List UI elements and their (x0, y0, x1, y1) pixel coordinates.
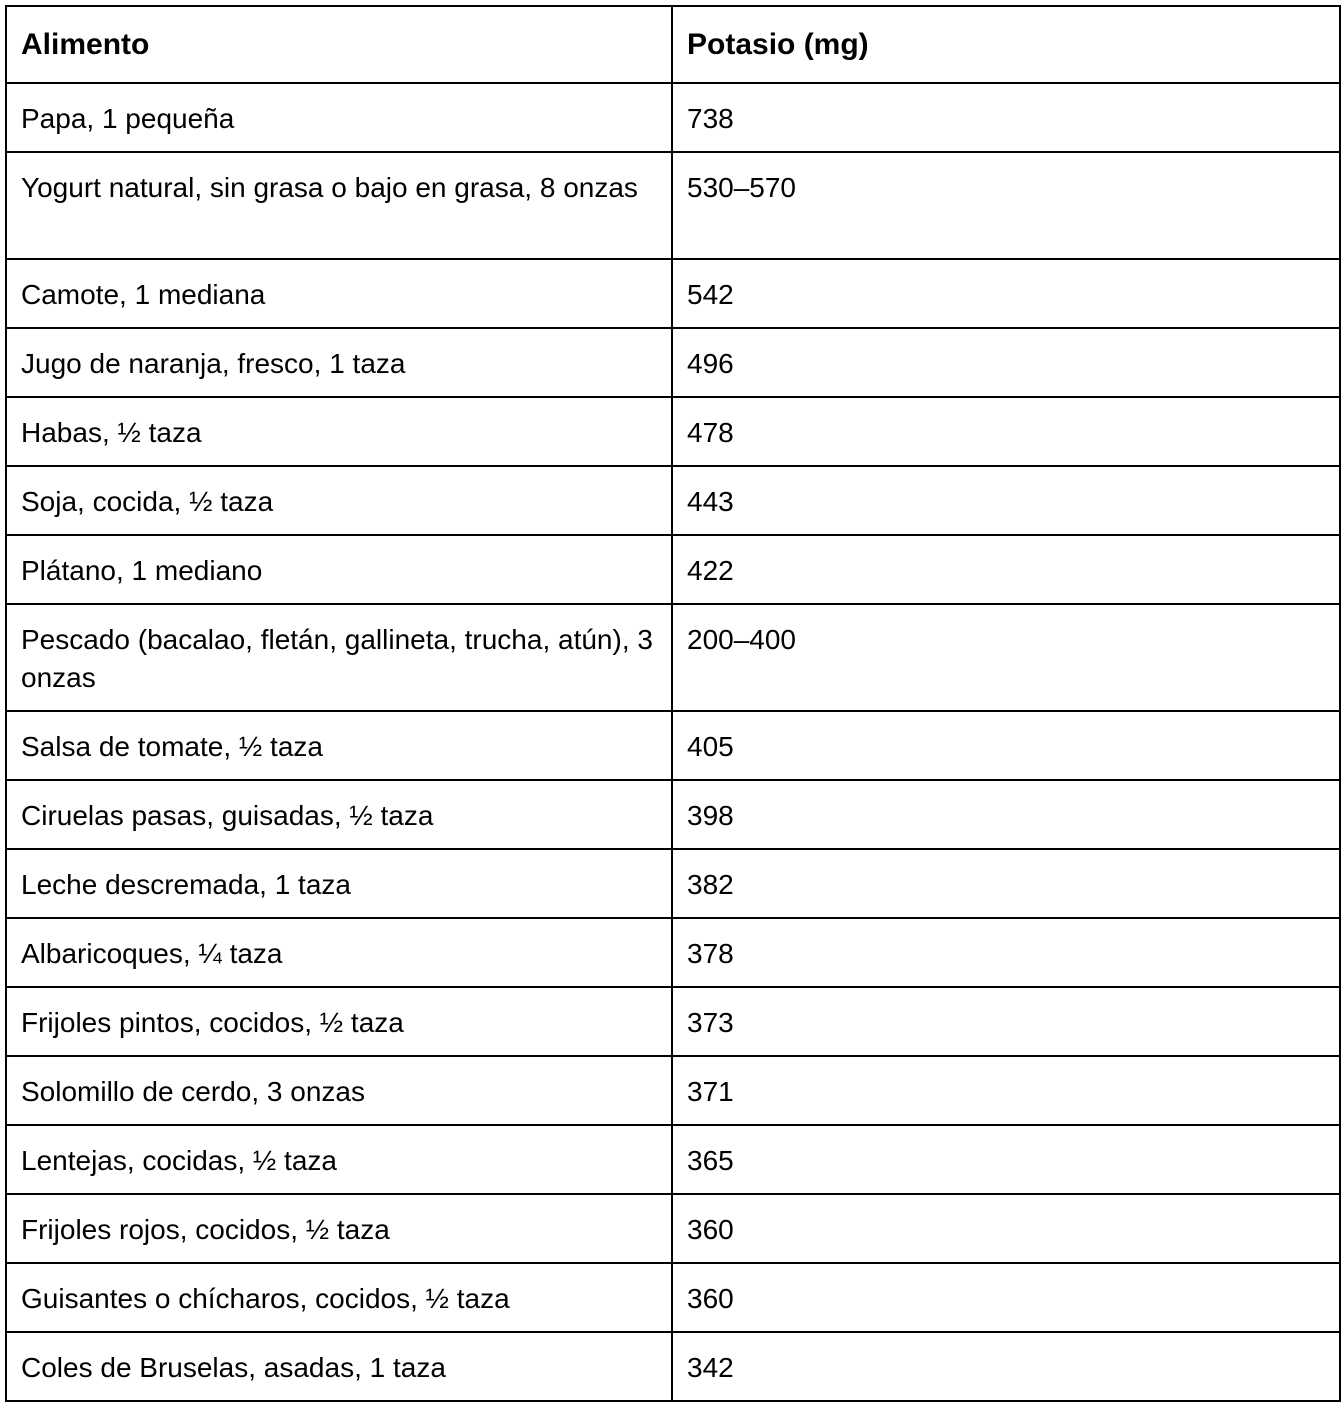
potassium-cell: 360 (672, 1194, 1340, 1263)
table-row (6, 849, 1340, 918)
table-row (6, 259, 1340, 328)
potassium-cell: 443 (672, 466, 1340, 535)
food-cell: Soja, cocida, ½ taza (6, 466, 672, 535)
potassium-cell: 478 (672, 397, 1340, 466)
table-row (6, 466, 1340, 535)
table-row (6, 397, 1340, 466)
table-row (6, 1332, 1340, 1401)
food-cell: Coles de Bruselas, asadas, 1 taza (6, 1332, 672, 1401)
potassium-cell: 530–570 (672, 152, 1340, 259)
potassium-cell: 382 (672, 849, 1340, 918)
potassium-cell: 200–400 (672, 604, 1340, 711)
food-cell: Papa, 1 pequeña (6, 83, 672, 152)
table-row (6, 1194, 1340, 1263)
food-cell: Ciruelas pasas, guisadas, ½ taza (6, 780, 672, 849)
potassium-cell: 398 (672, 780, 1340, 849)
table-row (6, 83, 1340, 152)
potassium-cell: 738 (672, 83, 1340, 152)
food-cell: Yogurt natural, sin grasa o bajo en grasa, 8 onzas (6, 152, 672, 259)
potassium-cell: 342 (672, 1332, 1340, 1401)
food-cell: Salsa de tomate, ½ taza (6, 711, 672, 780)
potassium-cell: 422 (672, 535, 1340, 604)
potassium-cell: 373 (672, 987, 1340, 1056)
table-row (6, 535, 1340, 604)
header-potassium: Potasio (mg) (672, 6, 1340, 83)
table-row (6, 604, 1340, 711)
header-food: Alimento (6, 6, 672, 83)
potassium-cell: 378 (672, 918, 1340, 987)
table-row (6, 918, 1340, 987)
potassium-table-container (5, 5, 1339, 1402)
potassium-cell: 371 (672, 1056, 1340, 1125)
food-cell: Jugo de naranja, fresco, 1 taza (6, 328, 672, 397)
potassium-table (5, 5, 1341, 1402)
food-cell: Guisantes o chícharos, cocidos, ½ taza (6, 1263, 672, 1332)
table-row (6, 1056, 1340, 1125)
potassium-cell: 496 (672, 328, 1340, 397)
food-cell: Albaricoques, ¼ taza (6, 918, 672, 987)
table-row (6, 152, 1340, 259)
food-cell: Pescado (bacalao, fletán, gallineta, trucha, atún), 3 onzas (6, 604, 672, 711)
potassium-cell: 360 (672, 1263, 1340, 1332)
potassium-cell: 542 (672, 259, 1340, 328)
food-cell: Frijoles pintos, cocidos, ½ taza (6, 987, 672, 1056)
table-row (6, 711, 1340, 780)
table-row (6, 328, 1340, 397)
potassium-cell: 365 (672, 1125, 1340, 1194)
food-cell: Camote, 1 mediana (6, 259, 672, 328)
food-cell: Lentejas, cocidas, ½ taza (6, 1125, 672, 1194)
food-cell: Frijoles rojos, cocidos, ½ taza (6, 1194, 672, 1263)
table-row (6, 1125, 1340, 1194)
potassium-cell: 405 (672, 711, 1340, 780)
header-row (6, 6, 1340, 83)
table-row (6, 987, 1340, 1056)
table-row (6, 1263, 1340, 1332)
food-cell: Plátano, 1 mediano (6, 535, 672, 604)
food-cell: Leche descremada, 1 taza (6, 849, 672, 918)
table-row (6, 780, 1340, 849)
food-cell: Solomillo de cerdo, 3 onzas (6, 1056, 672, 1125)
food-cell: Habas, ½ taza (6, 397, 672, 466)
